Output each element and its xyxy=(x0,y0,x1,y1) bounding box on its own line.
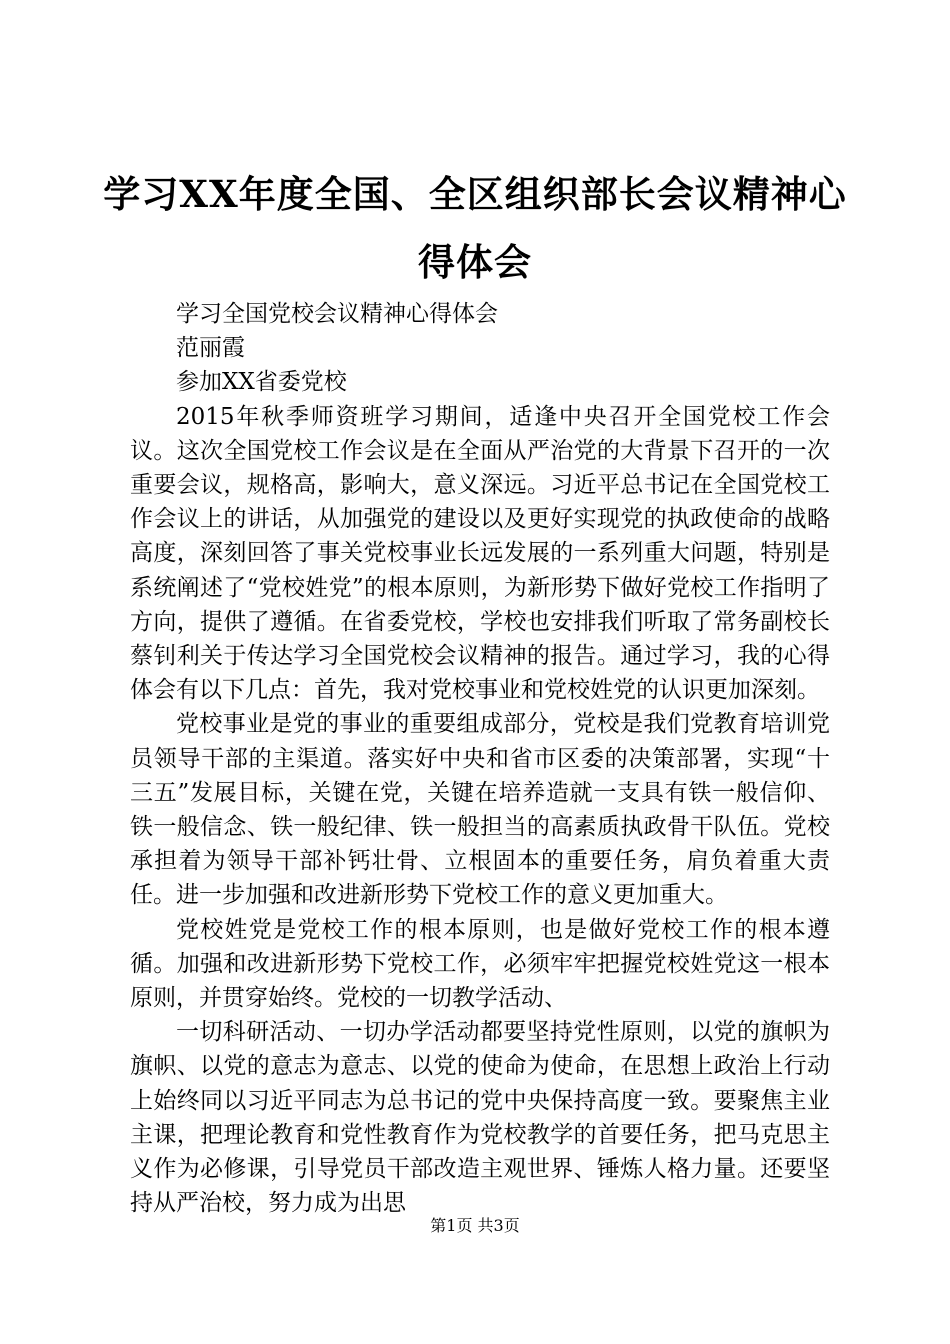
affiliation-line: 参加XX省委党校 xyxy=(176,369,347,396)
paragraph-4: 一切科研活动、一切办学活动都要坚持党性原则，以党的旗帜为旗帜、以党的意志为意志、以党的使命为使命，在思想上政治上行动上始终同以习近平同志为总书记的党中央保持高度一致。要聚焦主业主课，把理论教育和党性教育作为党校教学的首要任务，把马克思主义作为必修课，引导党员干部改造主观世界、锤炼人格力量。还要坚持从严治校，努力成为出思 xyxy=(130,1019,830,1217)
paragraph-3: 党校姓党是党校工作的根本原则，也是做好党校工作的根本遵循。加强和改进新形势下党校工作，必须牢牢把握党校姓党这一根本原则，并贯穿始终。党校的一切教学活动、 xyxy=(130,916,830,1012)
document-body xyxy=(130,297,830,1217)
subtitle-line: 学习全国党校会议精神心得体会 xyxy=(176,301,498,327)
paragraph-1: 2015年秋季师资班学习期间，适逢中央召开全国党校工作会议。这次全国党校工作会议是在全面从严治党的大背景下召开的一次重要会议，规格高，影响大，意义深远。习近平总书记在全国党校工作会议上的讲话，从加强党的建设以及更好实现党的执政使命的战略高度，深刻回答了事关党校事业长远发展的一系列重大问题，特别是系统阐述了“党校姓党”的根本原则，为新形势下做好党校工作指明了方向，提供了遵循。在省委党校，学校也安排我们听取了常务副校长蔡钊利关于传达学习全国党校会议精神的报告。通过学习，我的心得体会有以下几点：首先，我对党校事业和党校姓党的认识更加深刻。 xyxy=(130,403,830,704)
page-footer: 第1页 共3页 xyxy=(430,1216,520,1235)
document-title: 学习XX年度全国、全区组织部长会议精神心得体会 xyxy=(103,172,847,284)
paragraph-2: 党校事业是党的事业的重要组成部分，党校是我们党教育培训党员领导干部的主渠道。落实好中央和省市区委的决策部署，实现“十三五”发展目标，关键在党，关键在培养造就一支具有铁一般信仰、铁一般信念、铁一般纪律、铁一般担当的高素质执政骨干队伍。党校承担着为领导干部补钙壮骨、立根固本的重要任务，肩负着重大责任。进一步加强和改进新形势下党校工作的意义更加重大。 xyxy=(130,711,830,909)
author-line: 范丽霞 xyxy=(176,335,245,362)
